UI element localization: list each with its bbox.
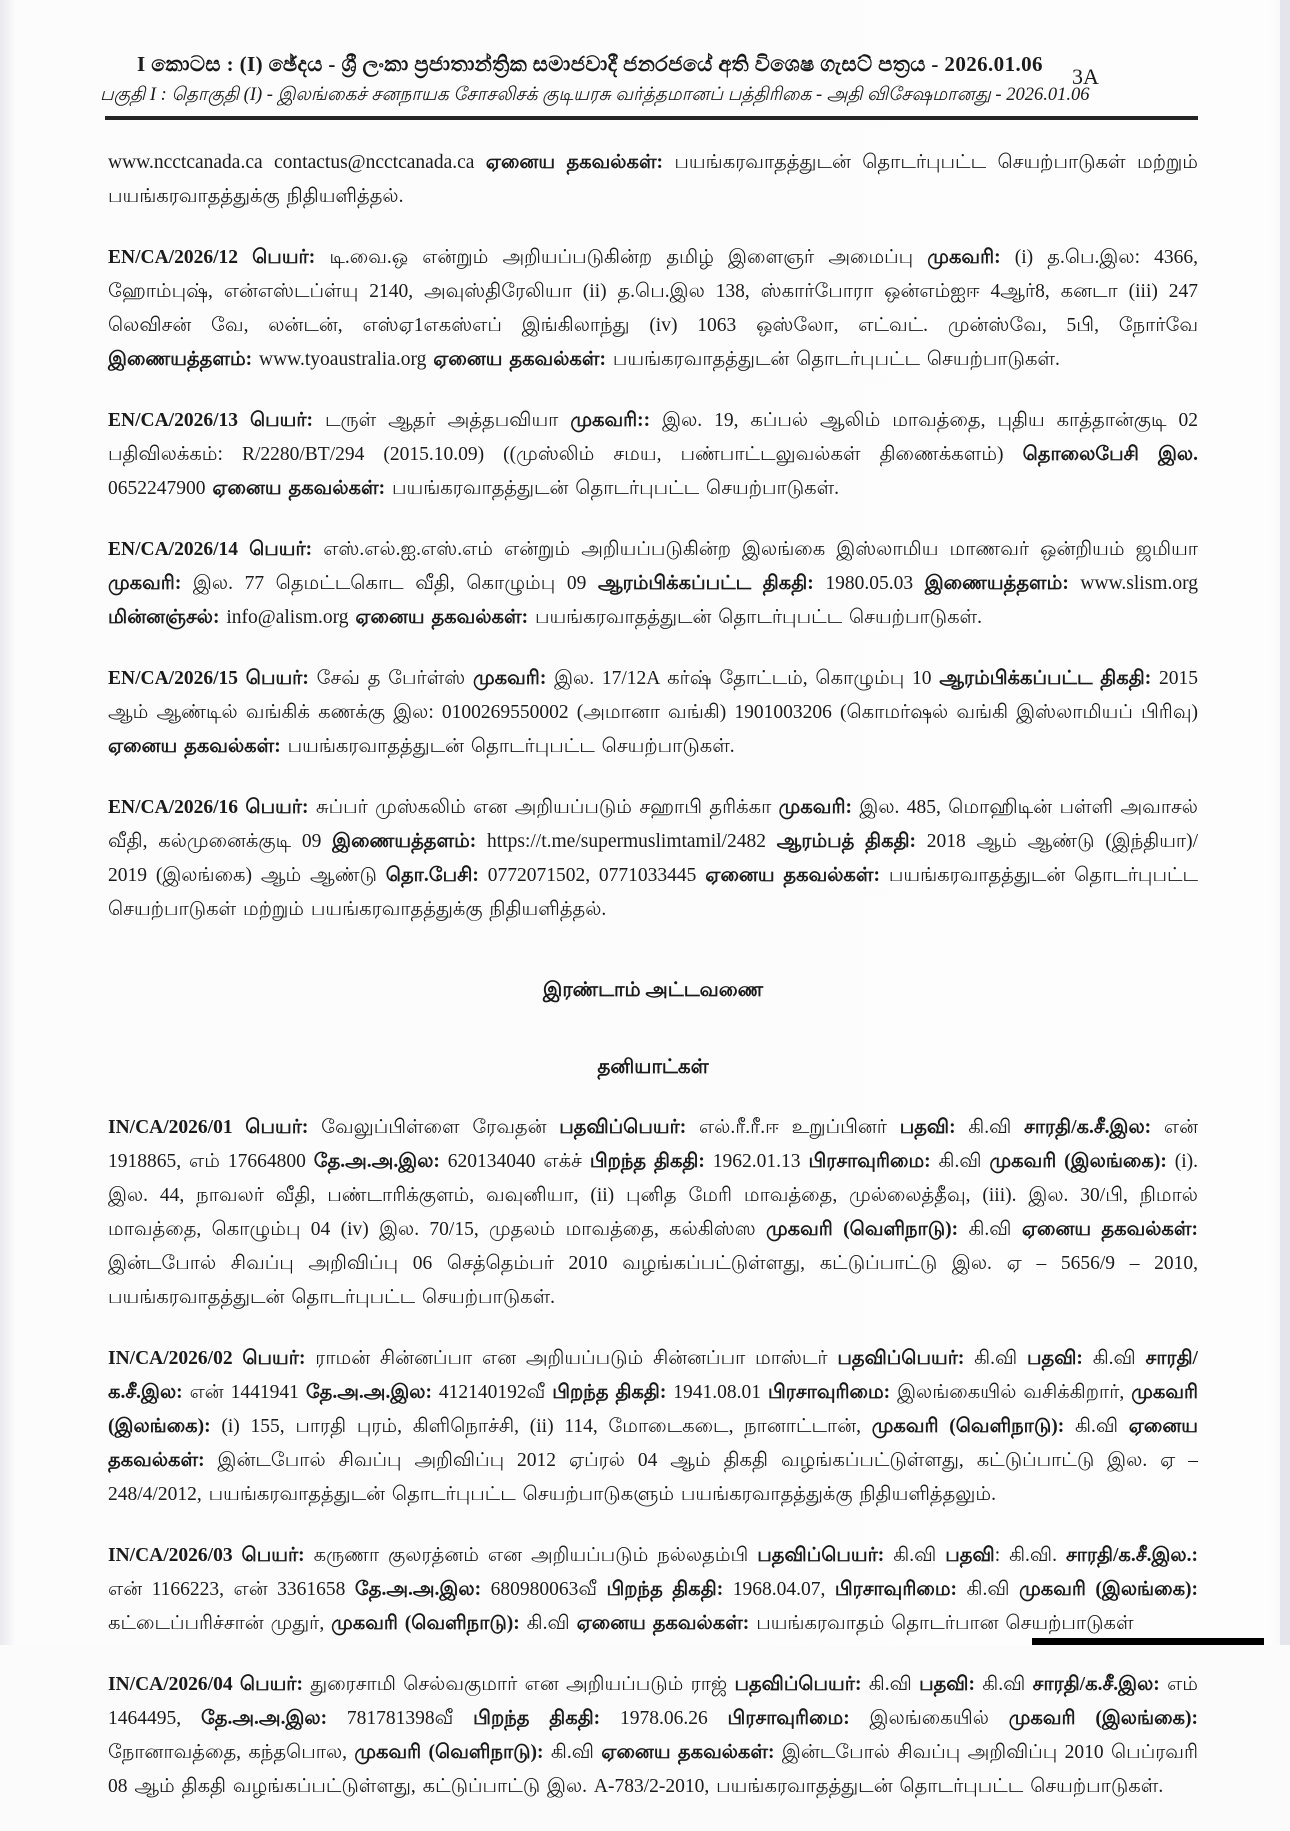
entry-IN-CA-2026-01: IN/CA/2026/01 பெயர்: வேலுப்பிள்ளை ரேவதன் பதவிப்பெயர்: எல்.ரீ.ரீ.ஈ உறுப்பினர் பதவி: கி.வி சாரதி/க.சீ.இல: என் 1918865, எம் 17664800 தே.அ.அ.இல: 620134040 எக்ச் பிறந்த திகதி: 1962.01.13 பிரசாவுரிமை: கி.வி முகவரி (இலங்கை): (i). இல. 44, நாவலர் வீதி, பண்டாரிக்குளம், வவுனியா, (ii) புனித மேரி மாவத்தை, முல்லைத்தீவு, (iii). இல. 30/பி, நிமால் மாவத்தை, கொழும்பு 04 (iv) இல. 70/15, முதலம் மாவத்தை, கல்கிஸ்ஸ முகவரி (வெளிநாடு): கி.வி ஏனைய தகவல்கள்: இன்டபோல் சிவப்பு அறிவிப்பு 06 செத்தெம்பர் 2010 வழங்கப்பட்டுள்ளது, கட்டுப்பாட்டு இல. ஏ – 5656/9 – 2010, பயங்கரவாதத்துடன் தொடர்புபட்ட செயற்பாடுகள். xyxy=(108,1117,1199,1308)
second-schedule-heading: இரண்டாம் அட்டவணை xyxy=(542,979,764,1001)
individuals-heading: தனியாட்கள் xyxy=(597,1056,709,1078)
page-number: 3A xyxy=(1072,64,1099,89)
entry-IN-CA-2026-04: IN/CA/2026/04 பெயர்: துரைசாமி செல்வகுமார் என அறியப்படும் ராஜ் பதவிப்பெயர்: கி.வி பதவி: கி.வி சாரதி/க.சீ.இல: எம் 1464495, தே.அ.அ.இல: 781781398வீ பிறந்த திகதி: 1978.06.26 பிரசாவுரிமை: இலங்கையில் முகவரி (இலங்கை): நோனாவத்தை, கந்தபொல, முகவரி (வெளிநாடு): கி.வி ஏனைய தகவல்கள்: இன்டபோல் சிவப்பு அறிவிப்பு 2010 பெப்ரவரி 08 ஆம் திகதி வழங்கப்பட்டுள்ளது, கட்டுப்பாட்டு இல. A-783/2-2010, பயங்கரவாதத்துடன் தொடர்புபட்ட செயற்பாடுகள். xyxy=(108,1674,1198,1797)
entry-EN-CA-2026-12: EN/CA/2026/12 பெயர்: டி.வை.ஒ என்றும் அறியப்படுகின்ற தமிழ் இளைஞர் அமைப்பு முகவரி: (i) த.பெ.இல: 4366, ஹோம்புஷ், என்எஸ்டப்ள்யு 2140, அவுஸ்திரேலியா (ii) த.பெ.இல 138, ஸ்கார்போரா ஒன்எம்ஐஈ 4ஆர்8, கனடா (iii) 247 லெவிசன் வே, லன்டன், எஸ்ஏ1எகஸ்எப் இங்கிலாந்து (iv) 1063 ஒஸ்லோ, எட்வட். முன்ஸ்வே, 5பி, நோர்வே இணையத்தளம்: www.tyoaustralia.org ஏனைய தகவல்கள்: பயங்கரவாதத்துடன் தொடர்புபட்ட செயற்பாடுகள். xyxy=(108,247,1198,370)
bottom-black-bar xyxy=(1032,1638,1264,1645)
entry-EN-CA-2026-15: EN/CA/2026/15 பெயர்: சேவ் த பேர்ள்ஸ் முகவரி: இல. 17/12A கர்ஷ் தோட்டம், கொழும்பு 10 ஆரம்பிக்கப்பட்ட திகதி: 2015 ஆம் ஆண்டில் வங்கிக் கணக்கு இல: 0100269550002 (அமானா வங்கி) 1901003206 (கொமர்ஷல் வங்கி இஸ்லாமியப் பிரிவு) ஏனைய தகவல்கள்: பயங்கரவாதத்துடன் தொடர்புபட்ட செயற்பாடுகள். xyxy=(108,668,1198,757)
entry-EN-CA-2026-11-continuation: www.ncctcanada.ca contactus@ncctcanada.ca ஏனைய தகவல்கள்: பயங்கரவாதத்துடன் தொடர்புபட்ட செயற்பாடுகள் மற்றும் பயங்கரவாதத்துக்கு நிதியளித்தல். xyxy=(108,152,1198,207)
header-tamil-title: பகுதி I : தொகுதி (I) - இலங்கைச் சனநாயக சோசலிசக் குடியரசு வர்த்தமானப் பத்திரிகை - அதி விசேஷமானது - 2026.01.06 xyxy=(100,85,1090,105)
entry-EN-CA-2026-14: EN/CA/2026/14 பெயர்: எஸ்.எல்.ஐ.எஸ்.எம் என்றும் அறியப்படுகின்ற இலங்கை இஸ்லாமிய மாணவர் ஒன்றியம் ஜமியா முகவரி: இல. 77 தெமட்டகொட வீதி, கொழும்பு 09 ஆரம்பிக்கப்பட்ட திகதி: 1980.05.03 இணையத்தளம்: www.slism.org மின்னஞ்சல்: info@alism.org ஏனைய தகவல்கள்: பயங்கரவாதத்துடன் தொடர்புபட்ட செயற்பாடுகள். xyxy=(108,539,1198,628)
page-right-edge xyxy=(1280,0,1290,1645)
entry-EN-CA-2026-16: EN/CA/2026/16 பெயர்: சுப்பர் முஸ்கலிம் என அறியப்படும் சஹாபி தரிக்கா முகவரி: இல. 485, மொஹிடின் பள்ளி அவாசல் வீதி, கல்முனைக்குடி 09 இணையத்தளம்: https://t.me/supermuslimtamil/2482 ஆரம்பத் திகதி: 2018 ஆம் ஆண்டு (இந்தியா)/ 2019 (இலங்கை) ஆம் ஆண்டு தொ.பேசி: 0772071502, 0771033445 ஏனைய தகவல்கள்: பயங்கரவாதத்துடன் தொடர்புபட்ட செயற்பாடுகள் மற்றும் பயங்கரவாதத்துக்கு நிதியளித்தல். xyxy=(108,797,1199,920)
document-body xyxy=(108,146,1198,1831)
header-sinhala-title: I කොටස : (I) ඡේදය - ශ්‍රී ලංකා ප්‍රජාතාන්ත්‍රික සමාජවාදී ජනරජයේ අති විශෙෂ ගැසට් පත්‍රය - 2026.01.06 xyxy=(137,52,1043,76)
entry-IN-CA-2026-03: IN/CA/2026/03 பெயர்: கருணா குலரத்னம் என அறியப்படும் நல்லதம்பி பதவிப்பெயர்: கி.வி பதவி: கி.வி. சாரதி/க.சீ.இல.: என் 1166223, என் 3361658 தே.அ.அ.இல: 680980063வீ பிறந்த திகதி: 1968.04.07, பிரசாவுரிமை: கி.வி முகவரி (இலங்கை): கட்டைப்பரிச்சான் முதுர், முகவரி (வெளிநாடு): கி.வி ஏனைய தகவல்கள்: பயங்கரவாதம் தொடர்பான செயற்பாடுகள் xyxy=(108,1545,1199,1634)
entry-IN-CA-2026-02: IN/CA/2026/02 பெயர்: ராமன் சின்னப்பா என அறியப்படும் சின்னப்பா மாஸ்டர் பதவிப்பெயர்: கி.வி பதவி: கி.வி சாரதி/க.சீ.இல: என் 1441941 தே.அ.அ.இல: 412140192வீ பிறந்த திகதி: 1941.08.01 பிரசாவுரிமை: இலங்கையில் வசிக்கிறார், முகவரி (இலங்கை): (i) 155, பாரதி புரம், கிளிநொச்சி, (ii) 114, மோடைகடை, நானாட்டான், முகவரி (வெளிநாடு): கி.வி ஏனைய தகவல்கள்: இன்டபோல் சிவப்பு அறிவிப்பு 2012 ஏப்ரல் 04 ஆம் திகதி வழங்கப்பட்டுள்ளது, கட்டுப்பாட்டு இல. ஏ – 248/4/2012, பயங்கரவாதத்துடன் தொடர்புபட்ட செயற்பாடுகளும் பயங்கரவாதத்துக்கு நிதியளித்தலும். xyxy=(108,1348,1199,1505)
header-rule xyxy=(105,116,1198,120)
entry-EN-CA-2026-13: EN/CA/2026/13 பெயர்: டருள் ஆதர் அத்தபவியா முகவரி:: இல. 19, கப்பல் ஆலிம் மாவத்தை, புதிய காத்தான்குடி 02 பதிவிலக்கம்: R/2280/BT/294 (2015.10.09) ((முஸ்லிம் சமய, பண்பாட்டலுவல்கள் திணைக்களம்) தொலைபேசி இல. 0652247900 ஏனைய தகவல்கள்: பயங்கரவாதத்துடன் தொடர்புபட்ட செயற்பாடுகள். xyxy=(108,410,1198,499)
